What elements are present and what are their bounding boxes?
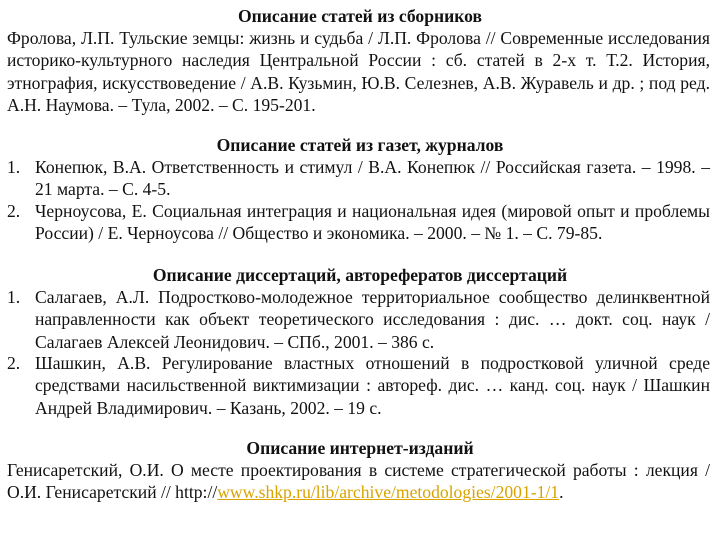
item-number: 2. xyxy=(7,201,21,221)
heading-newspapers-journals: Описание статей из газет, журналов xyxy=(216,135,504,155)
entry-salagaev: Салагаев, А.Л. Подростково-молодежное территориальное сообщество делинквентной направленности как объект теоретического исследования : дис. … докт. соц. наук / Салагаев Алексей Леонидович. – СПб., 2001. – 386 с. xyxy=(35,287,710,352)
entry-frolova: Фролова, Л.П. Тульские земцы: жизнь и судьба / Л.П. Фролова // Современные исследования историко-культурного наследия Центральной России : сб. статей в 2-х т. Т.2. История, этнография, искусствоведение / А.В. Кузьмин, Ю.В. Селезнев, А.В. Журавель и др. ; под ред. А.Н. Наумова. – Тула, 2002. – С. 195-201. xyxy=(7,28,710,115)
entry-chernousova: Черноусова, Е. Социальная интеграция и национальная идея (мировой опыт и проблемы России) / Е. Черноусова // Общество и экономика. – 2000. – № 1. – С. 79-85. xyxy=(35,201,710,244)
heading-internet-publications: Описание интернет-изданий xyxy=(246,438,474,458)
entry-genisaretsky-text: Генисаретский, О.И. О месте проектирования в системе стратегической работы : лекция / О.И. Генисаретский // http:// xyxy=(7,460,710,503)
entry-genisaretsky-end: . xyxy=(559,482,564,503)
entry-konepyuk: Конепюк, В.А. Ответственность и стимул / В.А. Конепюк // Российская газета. – 1998. – 21 марта. – С. 4-5. xyxy=(35,157,710,200)
item-number: 2. xyxy=(7,353,21,373)
item-number: 1. xyxy=(7,287,21,307)
item-number: 1. xyxy=(7,157,21,177)
heading-dissertations: Описание диссертаций, авторефератов диссертаций xyxy=(152,265,568,285)
entry-genisaretsky xyxy=(7,459,710,504)
archive-link[interactable]: www.shkp.ru/lib/archive/metodologies/2001-1/1 xyxy=(217,482,560,503)
heading-collections: Описание статей из сборников xyxy=(237,6,483,26)
entry-shashkin: Шашкин, А.В. Регулирование властных отношений в подростковой уличной среде средствами насильственной виктимизации : автореф. дис. … канд. соц. наук / Шашкин Андрей Владимирович. – Казань, 2002. – 19 с. xyxy=(35,353,710,418)
